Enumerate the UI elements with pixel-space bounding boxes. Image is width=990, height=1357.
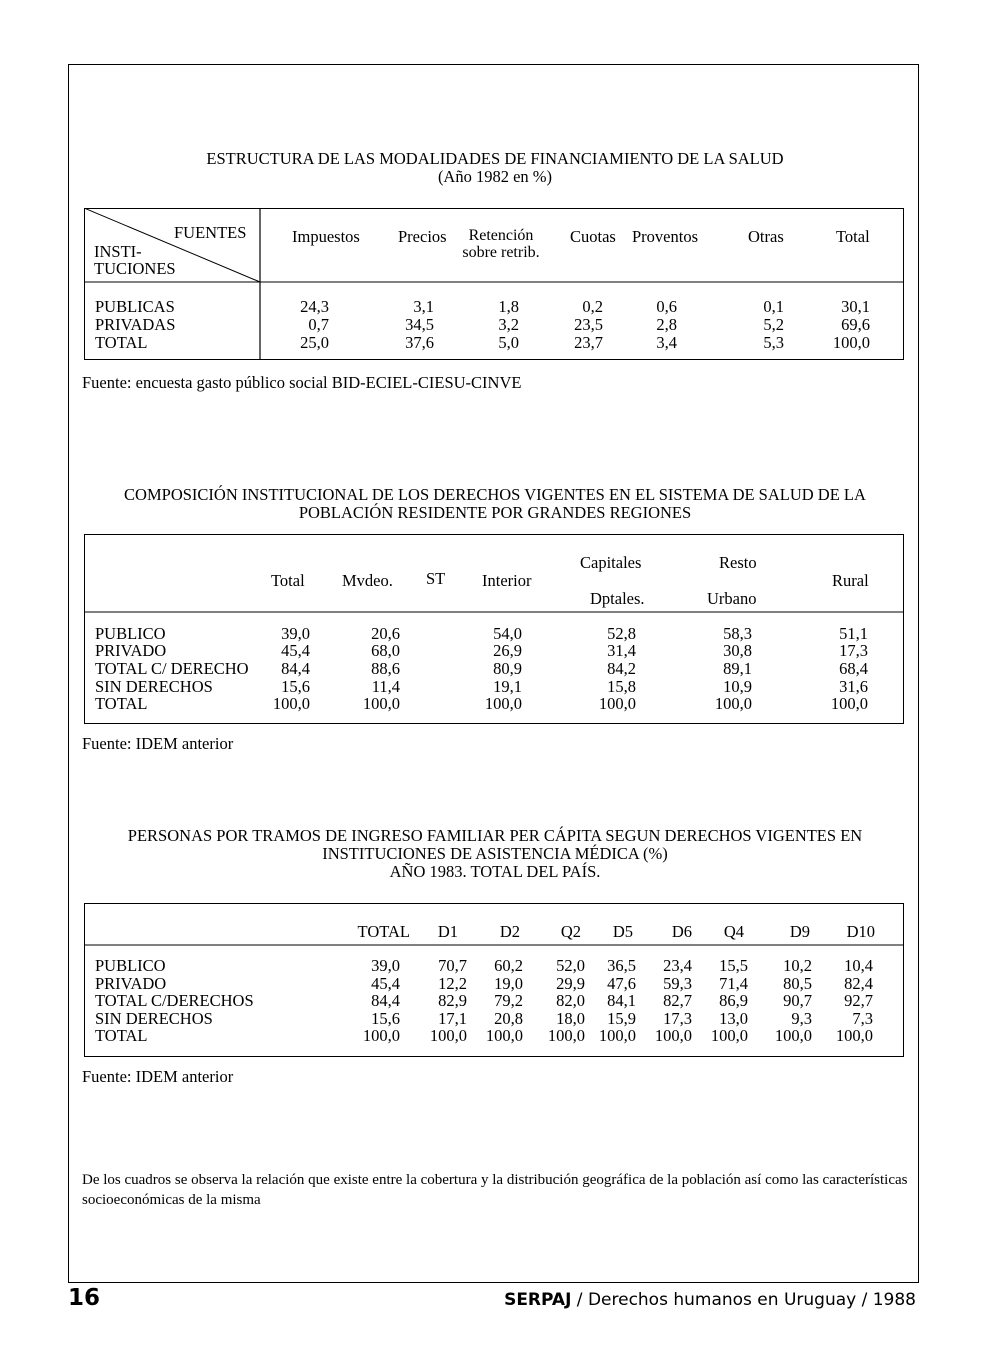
- cell: 17,3: [839, 641, 868, 660]
- cell: 100,0: [429, 1026, 467, 1045]
- cell: 5,3: [763, 333, 784, 352]
- cell: 15,8: [607, 677, 636, 696]
- row-label: PUBLICO: [95, 956, 166, 975]
- cell: 24,3: [300, 297, 329, 316]
- t1-header-total: Total: [836, 227, 870, 246]
- t3-header-q2: Q2: [560, 922, 581, 941]
- cell: 100,0: [598, 694, 636, 713]
- t2-header-urbano: Urbano: [707, 589, 757, 608]
- corner-fuentes: FUENTES: [174, 223, 247, 242]
- row-label: PUBLICO: [95, 624, 166, 643]
- cell: 100,0: [272, 694, 310, 713]
- cell: 60,2: [494, 956, 523, 975]
- cell: 39,0: [281, 624, 310, 643]
- cell: 30,1: [841, 297, 870, 316]
- cell: 79,2: [494, 991, 523, 1010]
- cell: 84,1: [607, 991, 636, 1010]
- cell: 9,3: [791, 1009, 812, 1028]
- cell: 70,7: [438, 956, 467, 975]
- cell: 100,0: [832, 333, 870, 352]
- cell: 13,0: [719, 1009, 748, 1028]
- cell: 84,2: [607, 659, 636, 678]
- cell: 82,0: [556, 991, 585, 1010]
- cell: 100,0: [835, 1026, 873, 1045]
- running-footer: [504, 1290, 916, 1310]
- cell: 69,6: [841, 315, 870, 334]
- t2-header-interior: Interior: [482, 571, 532, 590]
- cell: 100,0: [362, 1026, 400, 1045]
- t1-header-retencion: Retención sobre retrib.: [462, 227, 540, 261]
- cell: 19,1: [493, 677, 522, 696]
- cell: 51,1: [839, 624, 868, 643]
- t2-header-resto: Resto: [719, 553, 757, 572]
- cell: 11,4: [371, 677, 400, 696]
- cell: 20,6: [371, 624, 400, 643]
- cell: 15,5: [719, 956, 748, 975]
- table2-title-line2: POBLACIÓN RESIDENTE POR GRANDES REGIONES: [298, 503, 692, 522]
- table2-source: Fuente: IDEM anterior: [82, 734, 234, 753]
- t1-header-cuotas: Cuotas: [570, 227, 616, 246]
- cell: 15,6: [371, 1009, 400, 1028]
- t1-header-otras: Otras: [748, 227, 784, 246]
- cell: 20,8: [494, 1009, 523, 1028]
- cell: 5,2: [763, 315, 784, 334]
- cell: 100,0: [484, 694, 522, 713]
- t3-header-q4: Q4: [723, 922, 744, 941]
- cell: 18,0: [556, 1009, 585, 1028]
- cell: 84,4: [371, 991, 400, 1010]
- cell: 80,9: [493, 659, 522, 678]
- corner-insti: INSTI-: [94, 242, 142, 261]
- t3-header-d5: D5: [612, 922, 633, 941]
- row-label: TOTAL: [95, 694, 148, 713]
- cell: 5,0: [498, 333, 519, 352]
- row-label: PUBLICAS: [95, 297, 175, 316]
- cell: 0,1: [763, 297, 784, 316]
- row-label: TOTAL: [95, 333, 148, 352]
- cell: 0,6: [656, 297, 677, 316]
- t2-header-total: Total: [271, 571, 305, 590]
- cell: 88,6: [371, 659, 400, 678]
- t2-header-capitales: Capitales: [580, 553, 642, 572]
- cell: 3,1: [413, 297, 434, 316]
- cell: 82,9: [438, 991, 467, 1010]
- t1-header-precios: Precios: [398, 227, 447, 246]
- corner-tuciones: TUCIONES: [94, 259, 176, 278]
- t3-header-d1: D1: [437, 922, 458, 941]
- cell: 100,0: [830, 694, 868, 713]
- publisher: SERPAJ: [504, 1290, 572, 1310]
- closing-note: De los cuadros se observa la relación que existe entre la cobertura y la distribución geográfica de la población así como las características socioeconómicas de la misma: [82, 1172, 908, 1208]
- cell: 10,9: [723, 677, 752, 696]
- cell: 0,7: [308, 315, 329, 334]
- cell: 68,0: [371, 641, 400, 660]
- table3-source: Fuente: IDEM anterior: [82, 1067, 234, 1086]
- cell: 100,0: [654, 1026, 692, 1045]
- cell: 68,4: [839, 659, 868, 678]
- cell: 3,4: [656, 333, 677, 352]
- cell: 52,0: [556, 956, 585, 975]
- cell: 23,5: [574, 315, 603, 334]
- cell: 23,7: [574, 333, 603, 352]
- cell: 10,4: [844, 956, 873, 975]
- cell: 7,3: [852, 1009, 873, 1028]
- cell: 54,0: [493, 624, 522, 643]
- cell: 82,4: [844, 974, 873, 993]
- cell: 100,0: [710, 1026, 748, 1045]
- cell: 12,2: [438, 974, 467, 993]
- cell: 100,0: [547, 1026, 585, 1045]
- cell: 19,0: [494, 974, 523, 993]
- t2-header-st: ST: [426, 569, 446, 588]
- cell: 71,4: [719, 974, 748, 993]
- cell: 100,0: [598, 1026, 636, 1045]
- cell: 80,5: [783, 974, 812, 993]
- t3-header-d2: D2: [499, 922, 520, 941]
- cell: 92,7: [844, 991, 873, 1010]
- row-label: SIN DERECHOS: [95, 1009, 213, 1028]
- cell: 100,0: [714, 694, 752, 713]
- cell: 15,6: [281, 677, 310, 696]
- publication-title: / Derechos humanos en Uruguay / 1988: [571, 1290, 916, 1310]
- t3-header-total: TOTAL: [357, 922, 410, 941]
- cell: 2,8: [656, 315, 677, 334]
- t3-header-d9: D9: [789, 922, 810, 941]
- cell: 90,7: [783, 991, 812, 1010]
- cell: 3,2: [498, 315, 519, 334]
- row-label: TOTAL: [95, 1026, 148, 1045]
- cell: 100,0: [362, 694, 400, 713]
- cell: 58,3: [723, 624, 752, 643]
- cell: 25,0: [300, 333, 329, 352]
- cell: 100,0: [485, 1026, 523, 1045]
- cell: 84,4: [281, 659, 310, 678]
- cell: 17,1: [438, 1009, 467, 1028]
- table3-title-line2: INSTITUCIONES DE ASISTENCIA MÉDICA (%): [322, 844, 668, 863]
- cell: 17,3: [663, 1009, 692, 1028]
- cell: 100,0: [774, 1026, 812, 1045]
- cell: 0,2: [582, 297, 603, 316]
- row-label: PRIVADAS: [95, 315, 176, 334]
- t1-header-impuestos: Impuestos: [292, 227, 360, 246]
- page-number: 16: [68, 1285, 101, 1311]
- cell: 30,8: [723, 641, 752, 660]
- cell: 31,6: [839, 677, 868, 696]
- table1-subtitle: (Año 1982 en %): [437, 167, 553, 186]
- cell: 82,7: [663, 991, 692, 1010]
- cell: 37,6: [405, 333, 434, 352]
- cell: 47,6: [607, 974, 636, 993]
- row-label: PRIVADO: [95, 641, 167, 660]
- row-label: TOTAL C/ DERECHO: [95, 659, 249, 678]
- t2-header-mvdeo: Mvdeo.: [342, 571, 393, 590]
- table3-title-line3: AÑO 1983. TOTAL DEL PAÍS.: [389, 862, 601, 881]
- cell: 29,9: [556, 974, 585, 993]
- t2-header-rural: Rural: [832, 571, 869, 590]
- cell: 23,4: [663, 956, 692, 975]
- cell: 45,4: [281, 641, 310, 660]
- cell: 15,9: [607, 1009, 636, 1028]
- cell: 1,8: [498, 297, 519, 316]
- cell: 45,4: [371, 974, 400, 993]
- cell: 36,5: [607, 956, 636, 975]
- row-label: TOTAL C/DERECHOS: [95, 991, 254, 1010]
- t3-header-d6: D6: [671, 922, 692, 941]
- table1-source: Fuente: encuesta gasto público social BID-ECIEL-CIESU-CINVE: [82, 373, 522, 392]
- t2-header-dptales: Dptales.: [590, 589, 645, 608]
- table3-title-line1: PERSONAS POR TRAMOS DE INGRESO FAMILIAR PER CÁPITA SEGUN DERECHOS VIGENTES EN: [127, 826, 863, 845]
- table1-title: ESTRUCTURA DE LAS MODALIDADES DE FINANCIAMIENTO DE LA SALUD: [206, 149, 784, 168]
- t1-header-proventos: Proventos: [632, 227, 698, 246]
- table2-title-line1: COMPOSICIÓN INSTITUCIONAL DE LOS DERECHOS VIGENTES EN EL SISTEMA DE SALUD DE LA: [124, 485, 866, 504]
- cell: 31,4: [607, 641, 636, 660]
- cell: 26,9: [493, 641, 522, 660]
- cell: 89,1: [723, 659, 752, 678]
- cell: 10,2: [783, 956, 812, 975]
- cell: 52,8: [607, 624, 636, 643]
- cell: 39,0: [371, 956, 400, 975]
- cell: 86,9: [719, 991, 748, 1010]
- t3-header-d10: D10: [846, 922, 875, 941]
- row-label: PRIVADO: [95, 974, 167, 993]
- cell: 59,3: [663, 974, 692, 993]
- cell: 34,5: [405, 315, 434, 334]
- row-label: SIN DERECHOS: [95, 677, 213, 696]
